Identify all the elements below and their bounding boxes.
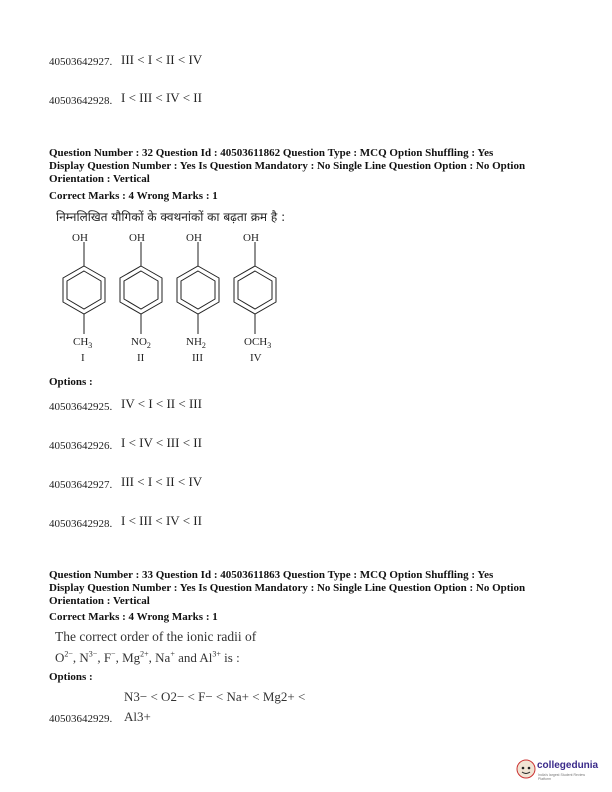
structure-3-numeral: III	[192, 352, 203, 364]
options-label: Options :	[49, 376, 93, 388]
logo-name: collegedunia	[537, 760, 599, 771]
option-id: 40503642928.	[49, 95, 113, 107]
question-32-meta: Question Number : 32 Question Id : 40503611862 Question Type : MCQ Option Shuffling : Yes Display Question Number : Yes Is Question Mandatory : No Single Line Question Option : No Option Orientation : Vertical	[49, 147, 526, 185]
structure-2-substituent: $NO_2$	[131, 336, 151, 351]
question-32-text: निम्नलिखित यौगिकों के क्वथनांकों का बढ़ता क्रम है :	[56, 210, 286, 224]
structure-3-substituent: $NH_2$	[186, 336, 206, 351]
structure-2-numeral: II	[137, 352, 145, 364]
option-text[interactable]: III < I < II < IV	[121, 474, 203, 489]
option-text[interactable]: IV < I < II < III	[121, 396, 202, 411]
mascot-icon	[516, 759, 536, 779]
logo-tagline: India's largest Student Review Platform	[538, 773, 585, 781]
option-id: 40503642925.	[49, 401, 113, 413]
option-id: 40503642926.	[49, 440, 113, 452]
question-32-marks: Correct Marks : 4 Wrong Marks : 1	[49, 190, 218, 202]
structure-2-top: OH	[129, 232, 145, 244]
question-33-text: The correct order of the ionic radii of	[55, 629, 257, 644]
option-text: I < III < IV < II	[121, 90, 202, 105]
structure-1-numeral: I	[81, 352, 85, 364]
option-id: 40503642929.	[49, 713, 113, 725]
option-text: III < I < II < IV	[121, 52, 203, 67]
structure-1-substituent: $CH_3$	[73, 336, 93, 351]
structure-3-top: OH	[186, 232, 202, 244]
option-id: 40503642928.	[49, 518, 113, 530]
question-33-meta: Question Number : 33 Question Id : 40503611863 Question Type : MCQ Option Shuffling : Yes Display Question Number : Yes Is Question Mandatory : No Single Line Question Option : No Option Orientation : Vertical	[49, 569, 526, 607]
option-text[interactable]: I < III < IV < II	[121, 513, 202, 528]
option-text[interactable]: N3− < O2− < F− < Na+ < Mg2+ <	[124, 689, 306, 704]
structure-4-substituent: $OCH_3$	[244, 336, 272, 351]
question-33-marks: Correct Marks : 4 Wrong Marks : 1	[49, 611, 218, 623]
structure-4-top: OH	[243, 232, 259, 244]
collegedunia-logo	[516, 757, 599, 781]
option-text-cont[interactable]: Al3+	[124, 709, 151, 724]
structure-1-top: OH	[72, 232, 88, 244]
structure-4-numeral: IV	[250, 352, 262, 364]
option-id: 40503642927.	[49, 479, 113, 491]
question-33-ions: $O^{2-}$, $N^{3-}$, F−, $Mg^{2+}$, Na+ and $Al^{3+}$ is :	[55, 649, 240, 665]
option-id: 40503642927.	[49, 56, 113, 68]
options-label: Options :	[49, 671, 93, 683]
option-text[interactable]: I < IV < III < II	[121, 435, 202, 450]
